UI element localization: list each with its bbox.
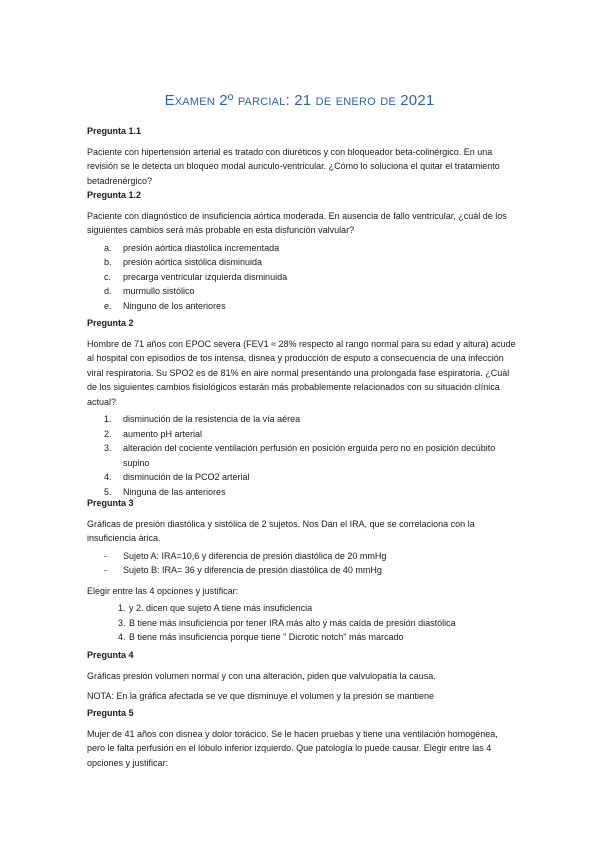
question-text: Gráficas de presión diastólica y sistólica de 2 sujetos. Nos Dan el IRA, que se correlaciona con la insuficiencia árica. [87, 518, 475, 543]
option-item [87, 412, 517, 427]
question-heading: Pregunta 1.2 [87, 190, 142, 200]
question-heading: Pregunta 4 [87, 650, 134, 660]
option-item [87, 255, 517, 270]
question-text: Hombre de 71 años con EPOC severa (FEV1 ≈ 28% respecto al rango normal para su edad y altura) acude al hospital con episodios de tos intensa, disnea y producción de esputo a consecuencia de una infección viral respiratoria. Su SPO2 es de 81% en aire normal presentando una prolongada fase espiratoria. ¿Cuál de los siguientes cambios fisiológicos estarán más probablemente relacionados con su situación clínica actual? [87, 338, 516, 407]
dash-marker: - [104, 550, 107, 561]
options-list [87, 412, 517, 499]
option-item [87, 441, 517, 470]
options-list [87, 601, 517, 645]
option-text: aumento pH arterial [123, 428, 203, 439]
option-text: alteración del cociente ventilación perfusión en posición erguida pero no en posición decúbito supino [123, 443, 496, 468]
option-text: Ninguno de los anteriores [123, 300, 226, 311]
option-marker: 2. [104, 428, 112, 439]
question-heading: Pregunta 5 [87, 708, 134, 718]
option-marker: 4. [104, 472, 112, 482]
question-5 [87, 706, 517, 770]
question-3 [87, 496, 517, 645]
option-marker: c. [104, 271, 112, 282]
option-item [87, 241, 517, 256]
question-heading: Pregunta 2 [87, 318, 134, 328]
option-item [87, 470, 517, 485]
option-item [87, 270, 517, 285]
question-text: Paciente con hipertensión arterial es tratado con diuréticos y con bloqueador beta-colinérgico. En una revisión se le detecta un bloqueo modal auriculo-ventricular. ¿Cómo lo soluciona el quitar el tratamiento betadrenérgico? [87, 146, 500, 186]
option-text: disminución de la resistencia de la vía aérea [123, 414, 301, 424]
option-marker: 1. [118, 603, 126, 613]
instruction-text: Elegir entre las 4 opciones y justificar: [87, 585, 239, 596]
subject-item [87, 563, 517, 578]
subject-text: Sujeto A: IRA=10,6 y diferencia de presión diastólica de 20 mmHg [123, 550, 387, 561]
question-heading: Pregunta 3 [87, 498, 134, 508]
option-item [87, 299, 517, 314]
question-1-2 [87, 188, 517, 313]
option-item [87, 630, 517, 645]
note-text: NOTA: En la gráfica afectada se ve que disminuye el volumen y la presión se mantiene [87, 691, 435, 701]
option-marker: 1. [104, 414, 112, 424]
question-text: Paciente con diagnóstico de insuficiencia aórtica moderada. En ausencia de fallo ventricular, ¿cuál de los siguientes cambios será más probable en esta disfunción valvular? [87, 210, 507, 235]
option-text: disminución de la PCO2 arterial [123, 472, 250, 482]
question-1-1 [87, 124, 517, 188]
option-text: B tiene más insuficiencia porque tiene " Dicrotic notch" más marcado [129, 632, 404, 642]
dash-marker: - [104, 565, 107, 575]
subject-text: Sujeto B: IRA= 36 y diferencia de presión diastólica de 40 mmHg [123, 565, 382, 575]
option-text: murmullo sistólico [123, 286, 195, 296]
option-marker: d. [104, 286, 112, 296]
option-marker: 4. [118, 632, 126, 642]
option-item [87, 616, 517, 631]
subject-item [87, 549, 517, 564]
option-text: presión aórtica sistólica disminuida [123, 257, 263, 267]
question-2 [87, 316, 517, 499]
option-item [87, 284, 517, 299]
option-text: Ninguna de las anteriores [123, 486, 226, 497]
exam-title: Examen 2º parcial: 21 de enero de 2021 [164, 92, 435, 109]
option-marker: 3. [104, 443, 112, 453]
option-marker: 5. [104, 486, 112, 497]
question-heading: Pregunta 1.1 [87, 126, 142, 136]
subjects-list [87, 549, 517, 578]
question-4 [87, 648, 517, 704]
options-list [87, 241, 517, 314]
option-marker: a. [104, 242, 112, 253]
option-item [87, 427, 517, 442]
question-text: Mujer de 41 años con disnea y dolor torácico. Se le hacen pruebas y tiene una ventilación homogénea, pero le falta perfusión en el lóbulo inferior izquierdo. Que patología lo puede causar. Elegir entre las 4 opciones y justificar: [87, 728, 498, 768]
option-item [87, 601, 517, 616]
option-marker: b. [104, 257, 112, 267]
question-text: Gráficas presión volumen normal y con una alteración, piden que valvulopatía la causa. [87, 670, 436, 681]
option-text: precarga ventricular izquierda disminuida [123, 271, 288, 282]
option-marker: e. [104, 300, 112, 311]
option-text: y 2. dicen que sujeto A tiene más insuficiencia [129, 603, 313, 613]
option-text: B tiene más insuficiencia por tener IRA más alto y más caída de presión diastólica [129, 617, 456, 628]
option-text: presión aórtica diastólica incrementada [123, 242, 280, 253]
option-marker: 3. [118, 617, 126, 628]
